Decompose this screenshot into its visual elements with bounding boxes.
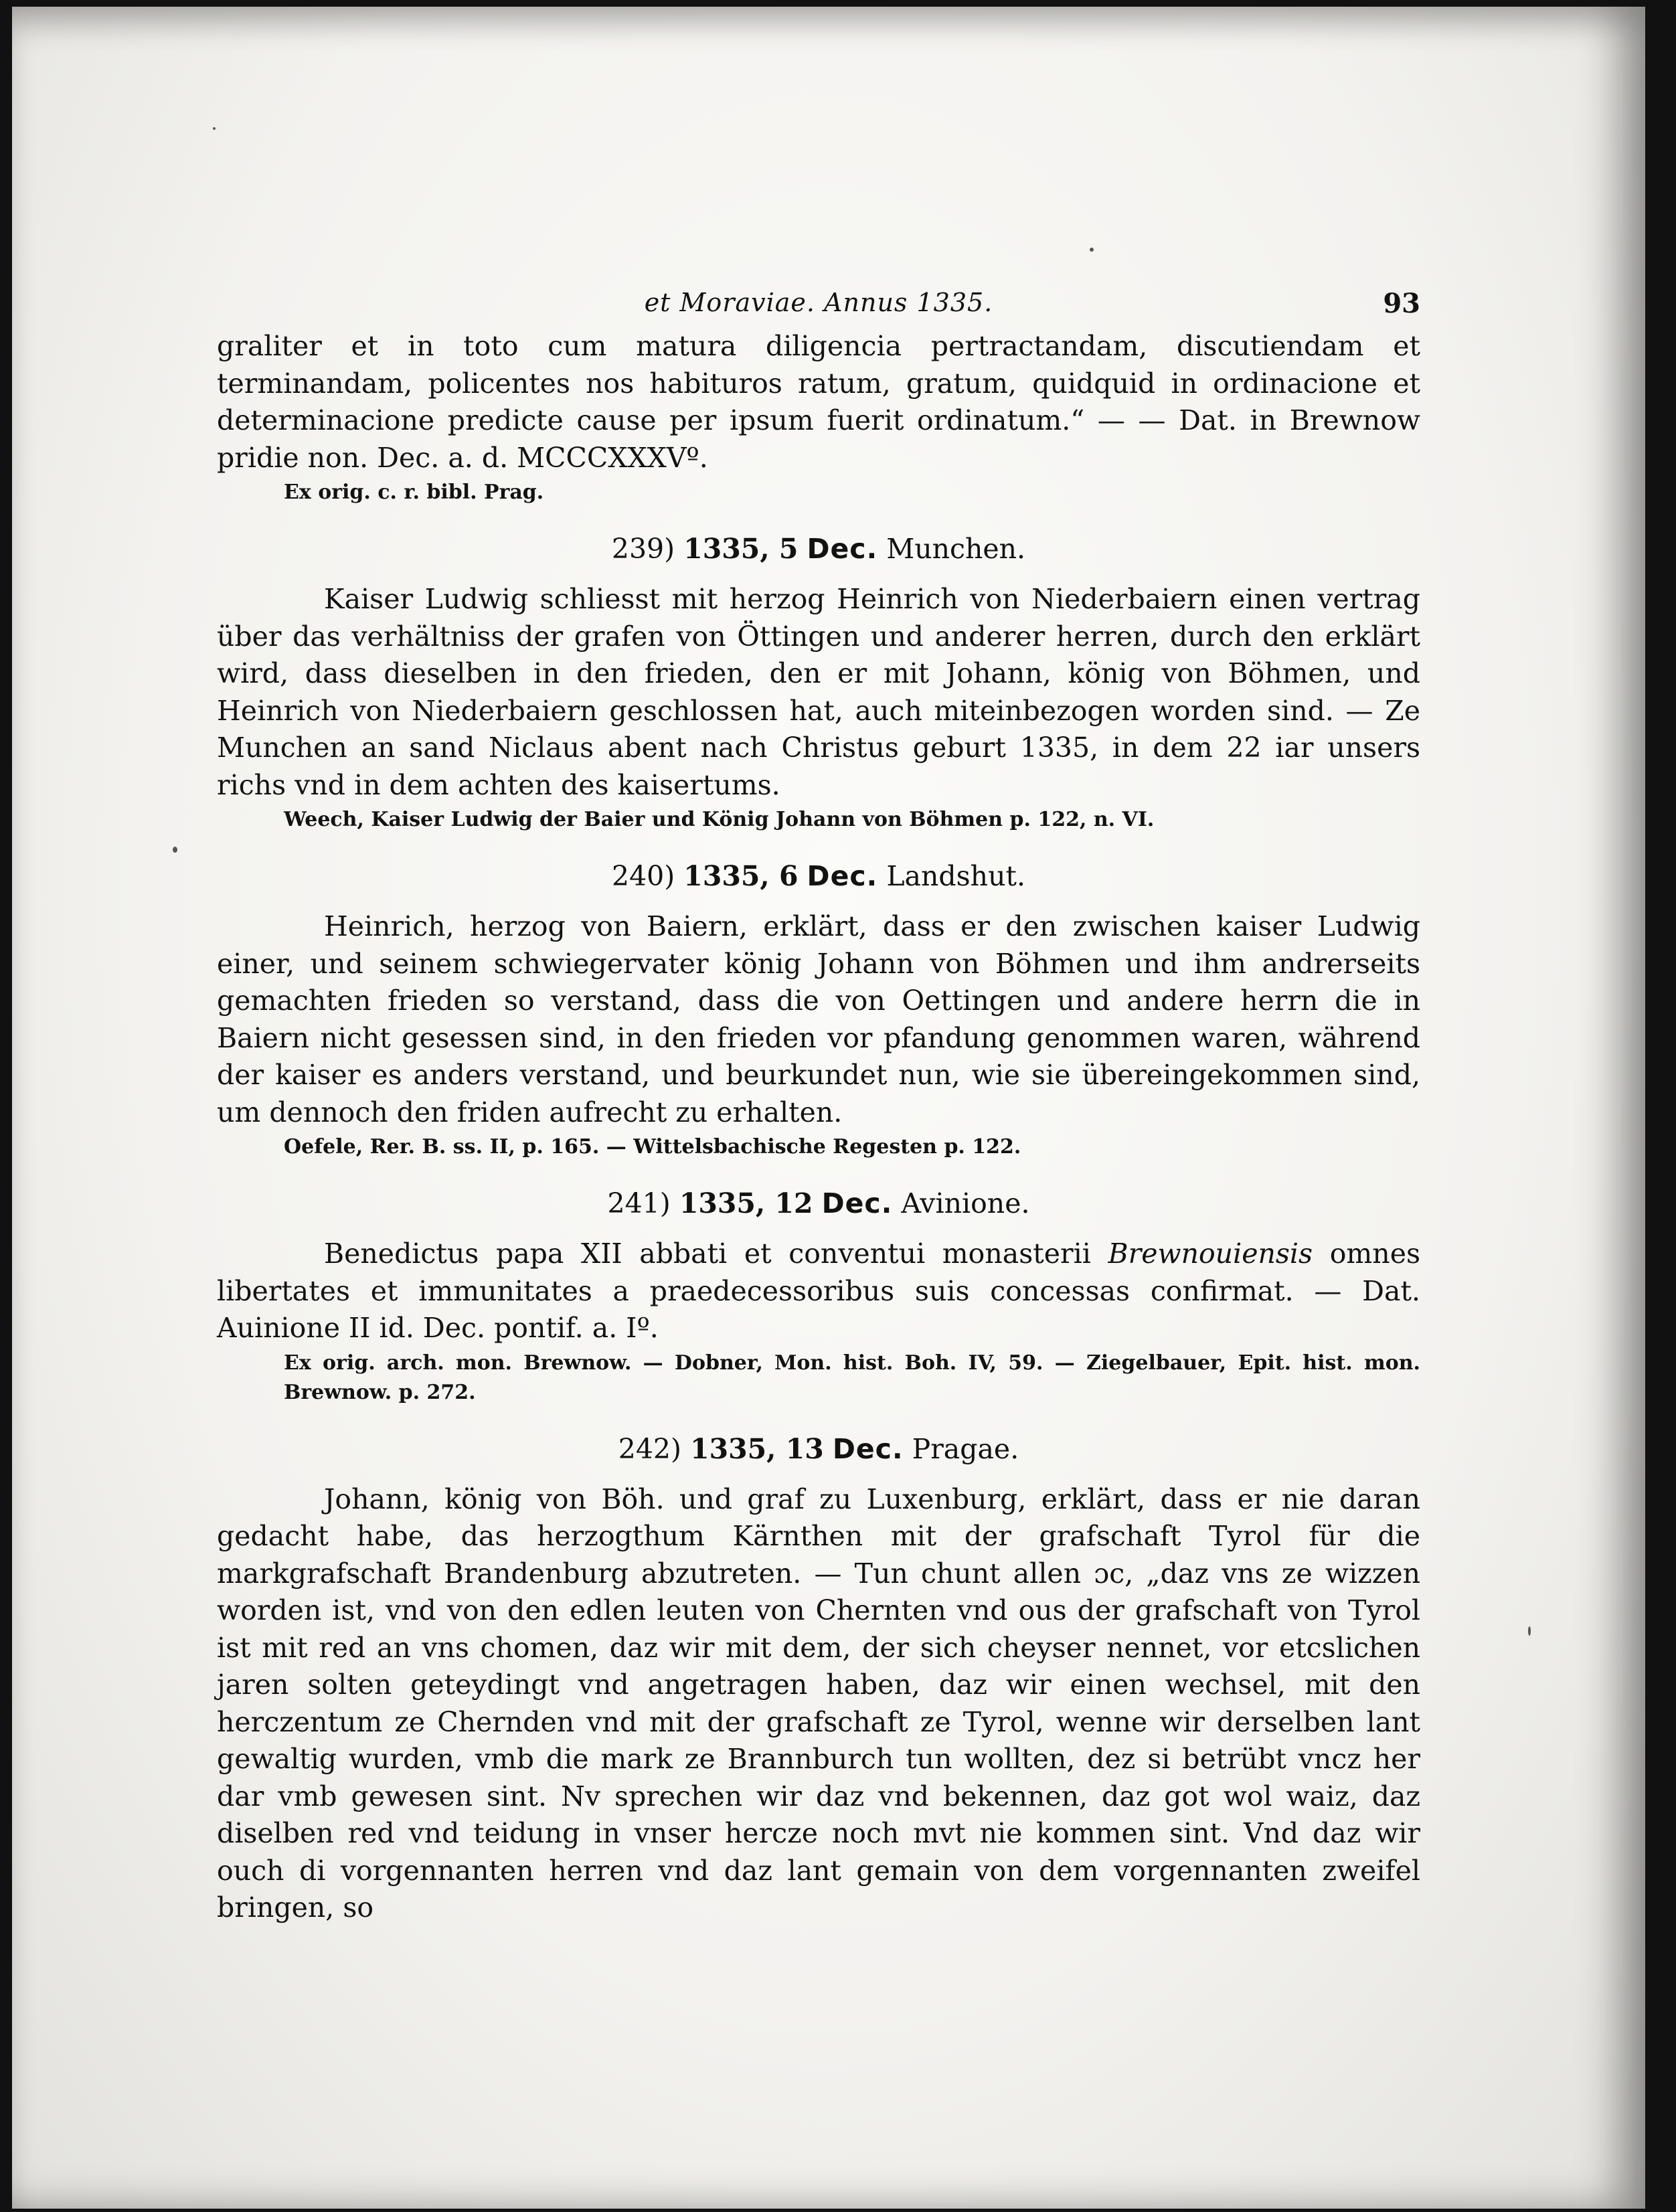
entry-heading-239 [217, 530, 1420, 568]
entry-text-part: omnes libertates et immunitates a praedecessoribus suis concessas confirmat. — Dat. Auinione II id. Dec. pontif. a. Iº. [217, 1238, 1420, 1344]
entry-number: 239) [611, 533, 675, 565]
entry-place: Landshut. [886, 860, 1025, 892]
entry-source-240: Oefele, Rer. B. ss. II, p. 165. — Wittelsbachische Regesten p. 122. [284, 1135, 1021, 1159]
running-head [217, 288, 1420, 328]
entry-heading-241 [217, 1185, 1420, 1222]
page-number: 93 [1383, 288, 1420, 319]
entry-source-241: Ex orig. arch. mon. Brewnow. — Dobner, Mon. hist. Boh. IV, 59. — Ziegelbauer, Epit. hist. mon. Brewnow. p. 272. [284, 1351, 1420, 1404]
entry-month: Dec. [832, 1432, 904, 1465]
entry-place: Avinione. [901, 1187, 1030, 1219]
intro-paragraph: graliter et in toto cum matura diligencia pertractandam, discutiendam et terminandam, policentes nos habituros ratum, gratum, quidquid in ordinacione et determinacione predicte cause per ipsum fuerit ordinatum.“ — — Dat. in Brewnow pridie non. Dec. a. d. MCCCXXXVº. [217, 330, 1420, 474]
entry-date: 1335, 12 [679, 1187, 813, 1219]
scan-speck [213, 127, 216, 130]
entry-number: 240) [611, 860, 675, 892]
entry-source-239: Weech, Kaiser Ludwig der Baier und König Johann von Böhmen p. 122, n. VI. [284, 808, 1155, 831]
entry-text-242: Johann, könig von Böh. und graf zu Luxenburg, erklärt, dass er nie daran gedacht habe, das herzogthum Kärnthen mit der grafschaft Tyrol für die markgrafschaft Brandenburg abzutreten. — Tun chunt allen ɔc, „daz vns ze wizzen worden ist, vnd von den edlen leuten von Chernten vnd ous der grafschaft von Tyrol ist mit red an vns chomen, daz wir mit dem, der sich cheyser nennet, vor etcslichen jaren solten geteydingt vnd angetragen haben, daz wir einen wechsel, mit den herczentum ze Chernden vnd mit der grafschaft ze Tyrol, wenne wir derselben lant gewaltig wurden, vmb die mark ze Brannburch tun wollten, dez si betrübt vncz her dar vmb gewesen sint. Nv sprechen wir daz vnd bekennen, daz got wol waiz, daz diselben red vnd teidung in vnser hercze noch mvt nie kommen sint. Vnd daz wir ouch di vorgennanten herren vnd daz lant gemain von dem vorgennanten zweifel bringen, so [217, 1482, 1420, 1924]
running-title: et Moraviae. Annus 1335. [644, 288, 993, 317]
page-sheet [12, 7, 1645, 2209]
entry-text-241 [217, 1236, 1420, 1347]
entry-heading-242 [217, 1430, 1420, 1468]
entry-month: Dec. [807, 533, 878, 565]
entry-number: 242) [618, 1432, 682, 1465]
entry-place: Munchen. [886, 533, 1026, 565]
entry-month: Dec. [821, 1187, 893, 1219]
entry-number: 241) [607, 1187, 671, 1219]
intro-source: Ex orig. c. r. bibl. Prag. [284, 481, 544, 504]
entry-text-part: Benedictus papa XII abbati et conventui monasterii [324, 1238, 1108, 1270]
entry-date: 1335, 13 [690, 1432, 824, 1465]
entry-date: 1335, 5 [683, 533, 799, 565]
entry-place: Pragae. [912, 1432, 1019, 1465]
text-column [217, 288, 1420, 1927]
monastery-name: Brewnouiensis [1108, 1238, 1313, 1270]
scan-speck [1090, 248, 1094, 252]
entry-date: 1335, 6 [683, 860, 799, 892]
entry-heading-240 [217, 857, 1420, 895]
scan-speck [173, 847, 177, 853]
entry-text-239: Kaiser Ludwig schliesst mit herzog Heinrich von Niederbaiern einen vertrag über das verhältniss der grafen von Öttingen und anderer herren, durch den erklärt wird, dass dieselben in den frieden, den er mit Johann, könig von Böhmen, und Heinrich von Niederbaiern geschlossen hat, auch miteinbezogen worden sind. — Ze Munchen an sand Niclaus abent nach Christus geburt 1335, in dem 22 iar unsers richs vnd in dem achten des kaisertums. [217, 583, 1420, 801]
entry-month: Dec. [807, 860, 878, 892]
entry-text-240: Heinrich, herzog von Baiern, erklärt, dass er den zwischen kaiser Ludwig einer, und seinem schwiegervater könig Johann von Böhmen und ihm andrerseits gemachten frieden so verstand, dass die von Oettingen und andere herrn die in Baiern nicht gesessen sind, in den frieden vor pfandung genommen waren, während der kaiser es anders verstand, und beurkundet nun, wie sie übereingekommen sind, um dennoch den friden aufrecht zu erhalten. [217, 910, 1420, 1128]
scan-speck [1528, 1626, 1531, 1636]
